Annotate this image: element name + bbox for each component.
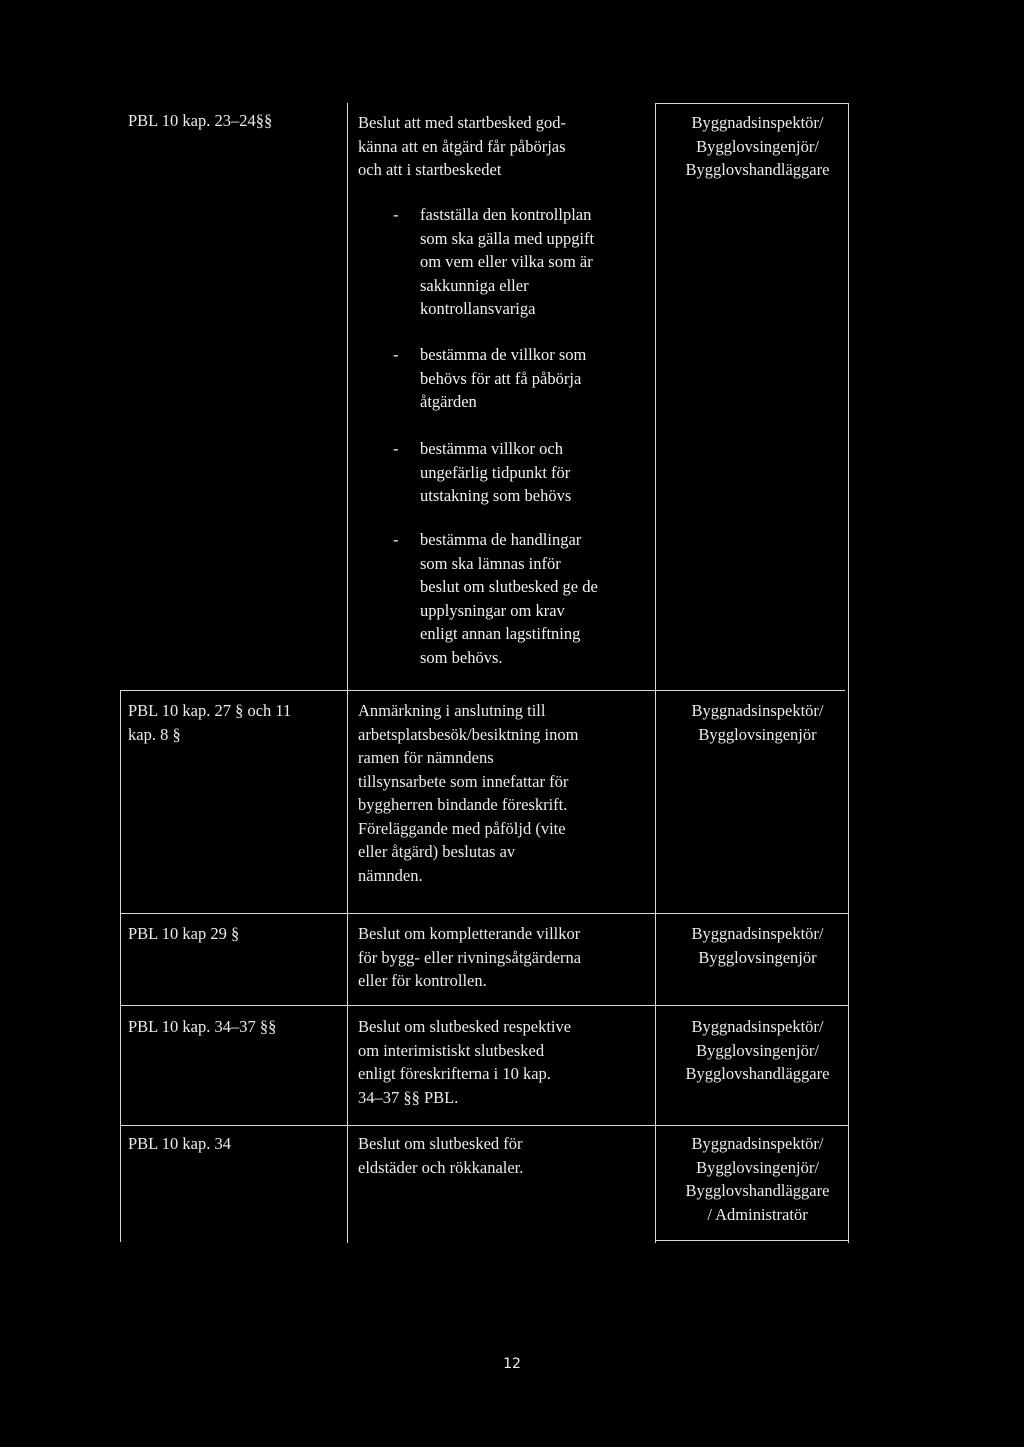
row1-delegate: Byggnadsinspektör/ Bygglovsingenjör/ Bygglovshandläggare	[685, 113, 830, 179]
row2-delegate: Byggnadsinspektör/ Bygglovsingenjör	[691, 701, 824, 744]
row1-bullet1-text: fastställa den kontrollplan som ska gälla med uppgift om vem eller vilka som är sakkunniga eller kontrollansvariga	[420, 205, 595, 318]
table-rule-row4	[120, 1005, 848, 1006]
row1-bullet2-dash: -	[393, 345, 399, 364]
row1-bullet4-dash: -	[393, 530, 399, 549]
row3-law-reference: PBL 10 kap 29 §	[128, 924, 240, 943]
table-rule-top	[655, 103, 848, 104]
table-rule-row3	[120, 913, 848, 914]
table-rule-row2	[120, 690, 845, 691]
row3-decision-text: Beslut om kompletterande villkor för bygg- eller rivningsåtgärderna eller för kontrollen.	[358, 924, 582, 990]
row4-decision-text: Beslut om slutbesked respektive om interimistiskt slutbesked enligt föreskrifterna i 10 kap. 34–37 §§ PBL.	[358, 1017, 572, 1107]
row1-bullet1-dash: -	[393, 205, 399, 224]
row1-bullet4-text: bestämma de handlingar som ska lämnas inför beslut om slutbesked ge de upplysningar om krav enligt annan lagstiftning som behövs.	[420, 530, 598, 667]
row5-delegate: Byggnadsinspektör/ Bygglovsingenjör/ Bygglovshandläggare / Administratör	[685, 1134, 830, 1224]
row4-law-reference: PBL 10 kap. 34–37 §§	[128, 1017, 277, 1036]
table-rule-bottom	[655, 1240, 848, 1241]
row2-decision-text: Anmärkning i anslutning till arbetsplatsbesök/besiktning inom ramen för nämndens tillsynsarbete som innefattar för byggherren bindande föreskrift. Föreläggande med påföljd (vite eller åtgärd) beslutas av nämnden.	[358, 701, 579, 885]
row1-bullet3-text: bestämma villkor och ungefärlig tidpunkt för utstakning som behövs	[420, 439, 572, 505]
page-number: 12	[503, 1356, 521, 1372]
row5-law-reference: PBL 10 kap. 34	[128, 1134, 231, 1153]
row5-decision-text: Beslut om slutbesked för eldstäder och rökkanaler.	[358, 1134, 524, 1177]
row1-bullet3-dash: -	[393, 439, 399, 458]
table-border-left	[120, 690, 121, 1242]
row1-law-reference: PBL 10 kap. 23–24§§	[128, 111, 273, 130]
row1-decision-text: Beslut att med startbesked god- känna att en åtgärd får påbörjas och att i startbeskedet	[358, 113, 567, 179]
row1-bullet2-text: bestämma de villkor som behövs för att få påbörja åtgärden	[420, 345, 587, 411]
row2-law-reference: PBL 10 kap. 27 § och 11 kap. 8 §	[128, 701, 292, 744]
table-rule-row5	[120, 1125, 848, 1126]
row4-delegate: Byggnadsinspektör/ Bygglovsingenjör/ Bygglovshandläggare	[685, 1017, 830, 1083]
row3-delegate: Byggnadsinspektör/ Bygglovsingenjör	[691, 924, 824, 967]
table-column-divider-1	[347, 103, 348, 1243]
